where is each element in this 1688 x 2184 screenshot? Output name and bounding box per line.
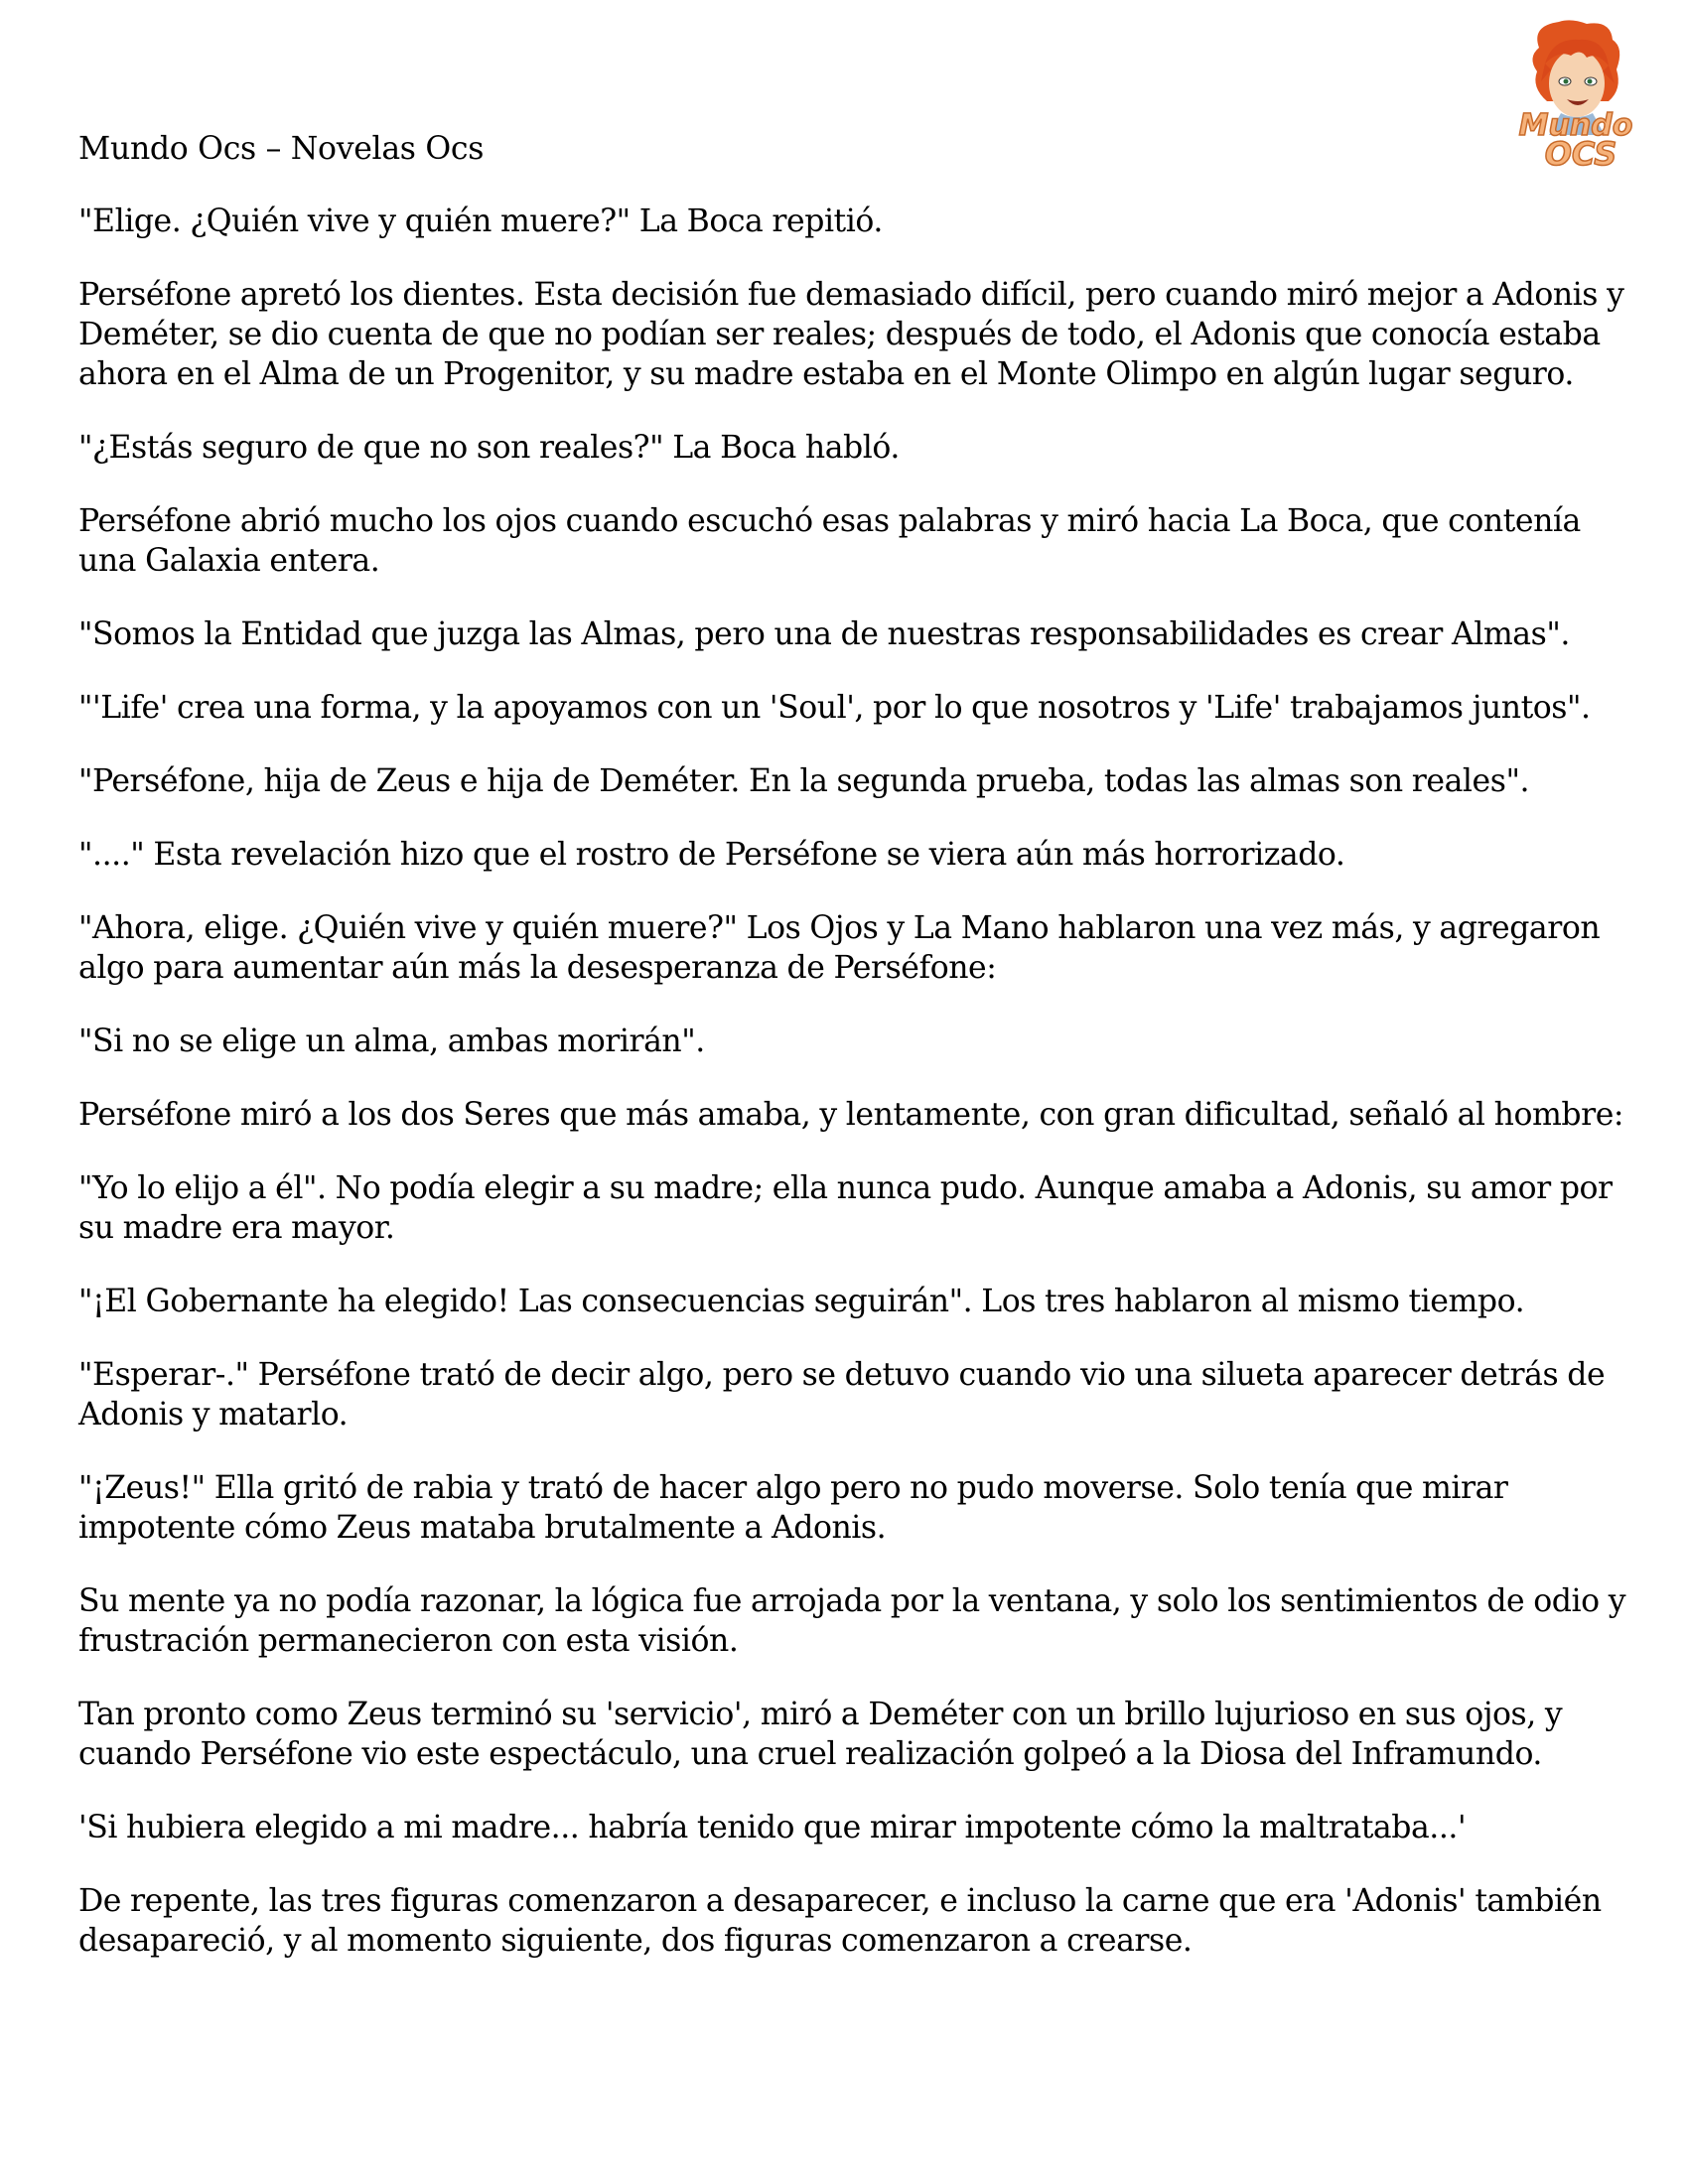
- document-header: Mundo Ocs – Novelas Ocs: [78, 131, 485, 167]
- paragraph: "Perséfone, hija de Zeus e hija de Deméter. En la segunda prueba, todas las almas son reales".: [78, 763, 1530, 799]
- paragraph: "Si no se elige un alma, ambas morirán".: [78, 1024, 705, 1059]
- paragraph: Perséfone apretó los dientes. Esta decisión fue demasiado difícil, pero cuando miró mejor a Adonis y Deméter, se dio cuenta de que no podían ser reales; después de todo, el Adonis que conocía estaba ahora en el Alma de un Progenitor, y su madre estaba en el Monte Olimpo en algún lugar seguro.: [78, 277, 1624, 392]
- paragraph: "'Life' crea una forma, y la apoyamos con un 'Soul', por lo que nosotros y 'Life' trabajamos juntos".: [78, 690, 1591, 726]
- paragraph: 'Si hubiera elegido a mi madre... habría tenido que mirar impotente cómo la maltrataba...': [78, 1810, 1467, 1845]
- paragraph: "Ahora, elige. ¿Quién vive y quién muere?" Los Ojos y La Mano hablaron una vez más, y agregaron algo para aumentar aún más la desesperanza de Perséfone:: [78, 910, 1601, 986]
- paragraph: "¡Zeus!" Ella gritó de rabia y trató de hacer algo pero no pudo moverse. Solo tenía que mirar impotente cómo Zeus mataba brutalmente a Adonis.: [78, 1470, 1508, 1546]
- paragraph: Perséfone abrió mucho los ojos cuando escuchó esas palabras y miró hacia La Boca, que contenía una Galaxia entera.: [78, 503, 1581, 579]
- svg-text:Mundo: Mundo: [1518, 108, 1633, 143]
- story-text: [78, 202, 1627, 1994]
- paragraph: Su mente ya no podía razonar, la lógica fue arrojada por la ventana, y solo los sentimientos de odio y frustración permanecieron con esta visión.: [78, 1583, 1626, 1659]
- paragraph: "Yo lo elijo a él". No podía elegir a su madre; ella nunca pudo. Aunque amaba a Adonis, su amor por su madre era mayor.: [78, 1170, 1613, 1246]
- paragraph: "Elige. ¿Quién vive y quién muere?" La Boca repitió.: [78, 204, 883, 239]
- paragraph: "¿Estás seguro de que no son reales?" La Boca habló.: [78, 430, 900, 466]
- paragraph: "¡El Gobernante ha elegido! Las consecuencias seguirán". Los tres hablaron al mismo tiempo.: [78, 1284, 1525, 1319]
- svg-text:OCS: OCS: [1544, 135, 1618, 173]
- paragraph: "Somos la Entidad que juzga las Almas, pero una de nuestras responsabilidades es crear Almas".: [78, 616, 1570, 652]
- paragraph: "Esperar-." Perséfone trató de decir algo, pero se detuvo cuando vio una silueta aparecer detrás de Adonis y matarlo.: [78, 1357, 1606, 1433]
- paragraph: Perséfone miró a los dos Seres que más amaba, y lentamente, con gran dificultad, señaló al hombre:: [78, 1097, 1624, 1133]
- paragraph: Tan pronto como Zeus terminó su 'servicio', miró a Deméter con un brillo lujurioso en sus ojos, y cuando Perséfone vio este espectáculo, una cruel realización golpeó a la Diosa del Inframundo.: [78, 1697, 1563, 1772]
- paragraph: "...." Esta revelación hizo que el rostro de Perséfone se viera aún más horrorizado.: [78, 837, 1345, 873]
- mundo-ocs-logo: [1501, 18, 1650, 177]
- paragraph: De repente, las tres figuras comenzaron a desaparecer, e incluso la carne que era 'Adonis' también desapareció, y al momento siguiente, dos figuras comenzaron a crearse.: [78, 1883, 1602, 1959]
